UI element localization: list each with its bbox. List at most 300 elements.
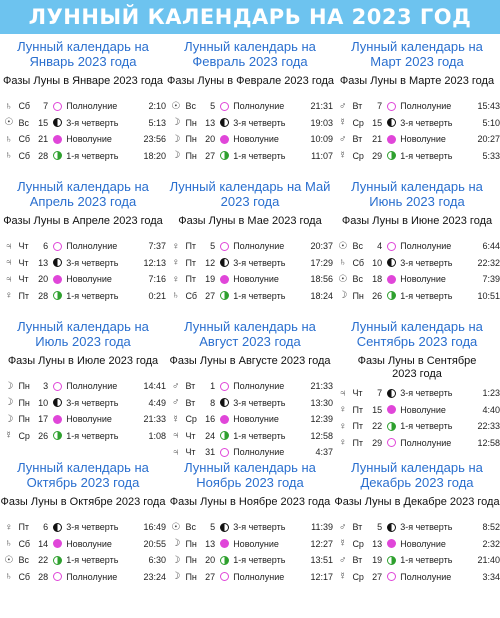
new-moon-icon	[53, 415, 62, 424]
phase-name: 3-я четверть	[400, 388, 453, 399]
phase-list	[167, 519, 333, 585]
phase-row	[334, 552, 500, 569]
phase-row	[334, 385, 500, 402]
phase-name: Новолуние	[66, 274, 112, 285]
phase-name: 1-я четверть	[233, 430, 286, 441]
phase-time: 12:39	[310, 414, 333, 425]
day-number: 10	[38, 397, 49, 408]
weekday-label: Ср	[352, 538, 364, 549]
phase-row	[334, 98, 500, 115]
day-number: 22	[38, 555, 49, 566]
weekday-label: Пт	[352, 404, 364, 415]
full-moon-icon	[387, 102, 396, 111]
planet-symbol-icon: ♄	[338, 257, 347, 269]
month-card	[334, 459, 500, 585]
month-subtitle: Фазы Луны в Ноябре 2023 года	[169, 496, 331, 508]
day-number: 27	[372, 571, 383, 582]
phase-time: 5:33	[482, 150, 500, 161]
phase-row	[167, 536, 333, 553]
phase-row	[0, 569, 166, 586]
month-title: Лунный календарь на Январь 2023 года	[17, 39, 149, 69]
phase-row	[334, 288, 500, 305]
phase-name: 3-я четверть	[233, 397, 286, 408]
planet-symbol-icon: ♀	[4, 521, 13, 533]
phase-time: 21:33	[310, 381, 333, 392]
full-moon-icon	[387, 242, 396, 251]
phase-row	[0, 536, 166, 553]
planet-symbol-icon: ☽	[4, 397, 14, 409]
phase-name: Новолуние	[66, 538, 112, 549]
day-number: 27	[205, 290, 216, 301]
phase-time: 5:13	[148, 117, 166, 128]
phase-time: 7:37	[148, 241, 166, 252]
month-title: Лунный календарь на Сентябрь 2023 года	[351, 319, 483, 349]
weekday-label: Вс	[185, 522, 196, 533]
phase-row	[0, 395, 166, 412]
phase-name: Новолуние	[66, 134, 112, 145]
planet-symbol-icon: ☽	[171, 117, 181, 129]
phase-row	[0, 238, 166, 255]
day-number: 18	[372, 274, 383, 285]
phase-time: 23:56	[143, 134, 166, 145]
weekday-label: Ср	[18, 430, 30, 441]
day-number: 5	[210, 101, 216, 112]
phase-time: 13:51	[310, 555, 333, 566]
weekday-label: Сб	[18, 538, 31, 549]
weekday-label: Вс	[352, 241, 363, 252]
day-number: 29	[372, 150, 383, 161]
phase-list	[0, 238, 166, 304]
day-number: 21	[38, 134, 49, 145]
day-number: 1	[210, 381, 216, 392]
month-subtitle: Фазы Луны в Марте 2023 года	[339, 75, 495, 87]
phase-row	[0, 288, 166, 305]
day-number: 6	[43, 522, 49, 533]
phase-row	[167, 411, 333, 428]
phase-row	[167, 98, 333, 115]
weekday-label: Пт	[185, 274, 197, 285]
full-moon-icon	[53, 382, 62, 391]
day-number: 28	[38, 290, 49, 301]
phase-row	[0, 411, 166, 428]
month-subtitle: Фазы Луны в Декабре 2023 года	[334, 496, 500, 508]
phase-name: Новолуние	[400, 538, 446, 549]
new-moon-icon	[53, 275, 62, 284]
phase-time: 3:34	[482, 571, 500, 582]
planet-symbol-icon: ♃	[338, 387, 347, 399]
phase-row	[334, 115, 500, 132]
full-moon-icon	[220, 572, 229, 581]
planet-symbol-icon: ☉	[4, 554, 14, 566]
third-quarter-icon	[53, 118, 62, 127]
month-subtitle: Фазы Луны в Июне 2023 года	[341, 215, 493, 227]
phase-list	[167, 238, 333, 304]
phase-row	[167, 131, 333, 148]
month-title: Лунный календарь на Март 2023 года	[351, 39, 483, 69]
phase-time: 20:27	[477, 134, 500, 145]
phase-time: 22:33	[477, 421, 500, 432]
planet-symbol-icon: ☽	[171, 150, 181, 162]
planet-symbol-icon: ☽	[4, 413, 14, 425]
month-title: Лунный календарь на Июнь 2023 года	[351, 179, 483, 209]
new-moon-icon	[387, 405, 396, 414]
phase-time: 12:13	[143, 257, 166, 268]
phase-row	[334, 435, 500, 452]
weekday-label: Сб	[185, 290, 198, 301]
weekday-label: Пн	[185, 117, 197, 128]
phase-name: Новолуние	[400, 404, 446, 415]
day-number: 20	[205, 555, 216, 566]
phase-time: 12:17	[310, 571, 333, 582]
first-quarter-icon	[220, 291, 229, 300]
day-number: 16	[205, 414, 216, 425]
phase-row	[167, 148, 333, 165]
weekday-label: Чт	[18, 241, 29, 252]
phase-row	[0, 271, 166, 288]
phase-name: Новолуние	[66, 414, 112, 425]
phase-time: 5:10	[482, 117, 500, 128]
phase-row	[167, 428, 333, 445]
third-quarter-icon	[220, 398, 229, 407]
weekday-label: Пт	[352, 437, 364, 448]
weekday-label: Вс	[185, 101, 196, 112]
phase-name: Полнолуние	[400, 101, 452, 112]
day-number: 27	[205, 150, 216, 161]
weekday-label: Чт	[185, 447, 196, 458]
phase-name: 3-я четверть	[233, 257, 286, 268]
day-number: 6	[43, 241, 49, 252]
planet-symbol-icon: ☉	[4, 117, 14, 129]
phase-name: 3-я четверть	[233, 522, 286, 533]
planet-symbol-icon: ☽	[171, 554, 181, 566]
weekday-label: Вс	[18, 117, 29, 128]
day-number: 7	[377, 388, 383, 399]
planet-symbol-icon: ♂	[171, 380, 180, 392]
day-number: 28	[38, 571, 49, 582]
phase-time: 4:49	[148, 397, 166, 408]
planet-symbol-icon: ♃	[171, 430, 180, 442]
phase-time: 17:29	[310, 257, 333, 268]
phase-list	[0, 519, 166, 585]
phase-time: 6:44	[482, 241, 500, 252]
phase-name: Новолуние	[400, 134, 446, 145]
month-title: Лунный календарь на Октябрь 2023 года	[17, 460, 149, 490]
month-title: Лунный календарь на Ноябрь 2023 года	[184, 460, 316, 490]
planet-symbol-icon: ♂	[338, 100, 347, 112]
phase-name: Полнолуние	[233, 381, 285, 392]
phase-name: 1-я четверть	[66, 290, 119, 301]
weekday-label: Ср	[352, 117, 364, 128]
month-subtitle: Фазы Луны в Июле 2023 года	[7, 355, 159, 367]
weekday-label: Чт	[18, 257, 29, 268]
phase-name: 1-я четверть	[400, 290, 453, 301]
phase-time: 12:58	[310, 430, 333, 441]
phase-name: Полнолуние	[66, 241, 118, 252]
planet-symbol-icon: ♄	[4, 150, 13, 162]
phase-time: 7:16	[148, 274, 166, 285]
phase-row	[0, 148, 166, 165]
weekday-label: Пт	[18, 522, 30, 533]
planet-symbol-icon: ♃	[4, 273, 13, 285]
month-card	[0, 318, 166, 444]
day-number: 15	[372, 117, 383, 128]
weekday-label: Ср	[352, 571, 364, 582]
phase-time: 8:52	[482, 522, 500, 533]
full-moon-icon	[220, 102, 229, 111]
weekday-label: Пн	[185, 571, 197, 582]
planet-symbol-icon: ☿	[171, 413, 180, 425]
month-subtitle: Фазы Луны в Январе 2023 года	[3, 75, 163, 87]
phase-list	[334, 519, 500, 585]
phase-name: 3-я четверть	[66, 522, 119, 533]
planet-symbol-icon: ☿	[4, 430, 13, 442]
phase-name: 1-я четверть	[66, 150, 119, 161]
phase-name: 1-я четверть	[233, 290, 286, 301]
month-subtitle: Фазы Луны в Мае 2023 года	[178, 215, 322, 227]
phase-name: 3-я четверть	[66, 117, 119, 128]
new-moon-icon	[53, 135, 62, 144]
first-quarter-icon	[53, 291, 62, 300]
day-number: 5	[210, 522, 216, 533]
phase-list	[167, 378, 333, 461]
phase-name: Новолуние	[233, 414, 279, 425]
phase-name: Полнолуние	[66, 381, 118, 392]
new-moon-icon	[220, 135, 229, 144]
phase-time: 21:33	[143, 414, 166, 425]
phase-row	[167, 569, 333, 586]
day-number: 31	[205, 447, 216, 458]
phase-row	[0, 428, 166, 445]
weekday-label: Чт	[185, 430, 196, 441]
phase-time: 4:40	[482, 404, 500, 415]
full-moon-icon	[220, 448, 229, 457]
planet-symbol-icon: ♄	[4, 538, 13, 550]
phase-row	[0, 255, 166, 272]
month-card	[167, 178, 333, 304]
month-card	[0, 38, 166, 164]
phase-time: 19:03	[310, 117, 333, 128]
phase-time: 12:58	[477, 437, 500, 448]
phase-row	[167, 519, 333, 536]
day-number: 21	[372, 134, 383, 145]
phase-time: 21:31	[310, 101, 333, 112]
planet-symbol-icon: ☽	[171, 538, 181, 550]
day-number: 13	[205, 538, 216, 549]
day-number: 19	[372, 555, 383, 566]
planet-symbol-icon: ☽	[4, 380, 14, 392]
full-moon-icon	[53, 572, 62, 581]
weekday-label: Пн	[18, 414, 30, 425]
phase-time: 18:56	[310, 274, 333, 285]
phase-name: Новолуние	[400, 274, 446, 285]
phase-name: Полнолуние	[66, 571, 118, 582]
page-title: ЛУННЫЙ КАЛЕНДАРЬ НА 2023 ГОД	[0, 0, 500, 34]
phase-time: 13:30	[310, 397, 333, 408]
phase-name: 3-я четверть	[66, 397, 119, 408]
day-number: 26	[38, 430, 49, 441]
weekday-label: Сб	[18, 571, 31, 582]
planet-symbol-icon: ☉	[171, 521, 181, 533]
phase-time: 23:24	[143, 571, 166, 582]
third-quarter-icon	[53, 258, 62, 267]
third-quarter-icon	[220, 523, 229, 532]
calendar-grid	[0, 34, 500, 618]
day-number: 3	[43, 381, 49, 392]
phase-name: Полнолуние	[233, 447, 285, 458]
phase-time: 1:08	[148, 430, 166, 441]
day-number: 20	[38, 274, 49, 285]
phase-name: Новолуние	[233, 134, 279, 145]
day-number: 24	[205, 430, 216, 441]
phase-name: Новолуние	[233, 274, 279, 285]
phase-list	[0, 378, 166, 444]
new-moon-icon	[387, 275, 396, 284]
phase-name: Полнолуние	[400, 437, 452, 448]
full-moon-icon	[53, 242, 62, 251]
phase-name: Полнолуние	[233, 101, 285, 112]
phase-name: 1-я четверть	[233, 555, 286, 566]
phase-row	[334, 131, 500, 148]
month-subtitle: Фазы Луны в Сентябре 2023 года	[357, 355, 477, 380]
weekday-label: Сб	[18, 150, 31, 161]
planet-symbol-icon: ♂	[338, 521, 347, 533]
day-number: 28	[38, 150, 49, 161]
month-card	[334, 178, 500, 304]
weekday-label: Пн	[18, 397, 30, 408]
weekday-label: Пн	[185, 555, 197, 566]
weekday-label: Чт	[18, 274, 29, 285]
phase-time: 4:37	[315, 447, 333, 458]
phase-row	[0, 519, 166, 536]
third-quarter-icon	[387, 118, 396, 127]
planet-symbol-icon: ♀	[171, 257, 180, 269]
phase-name: 1-я четверть	[400, 150, 453, 161]
phase-time: 2:10	[148, 101, 166, 112]
phase-name: 3-я четверть	[233, 117, 286, 128]
phase-time: 12:27	[310, 538, 333, 549]
phase-time: 21:40	[477, 555, 500, 566]
weekday-label: Сб	[352, 257, 365, 268]
phase-time: 14:41	[143, 381, 166, 392]
phase-name: 1-я четверть	[66, 555, 119, 566]
phase-row	[334, 255, 500, 272]
new-moon-icon	[220, 275, 229, 284]
month-subtitle: Фазы Луны в Октябре 2023 года	[0, 496, 166, 508]
weekday-label: Ср	[352, 150, 364, 161]
month-title: Лунный календарь на Декабрь 2023 года	[351, 460, 483, 490]
day-number: 19	[205, 274, 216, 285]
day-number: 10	[372, 257, 383, 268]
planet-symbol-icon: ☿	[338, 538, 347, 550]
month-card	[0, 178, 166, 304]
phase-time: 20:55	[143, 538, 166, 549]
phase-row	[334, 148, 500, 165]
full-moon-icon	[53, 102, 62, 111]
phase-time: 18:24	[310, 290, 333, 301]
day-number: 12	[205, 257, 216, 268]
weekday-label: Пт	[352, 421, 364, 432]
phase-row	[334, 271, 500, 288]
day-number: 22	[372, 421, 383, 432]
phase-name: 3-я четверть	[66, 257, 119, 268]
phase-row	[334, 402, 500, 419]
phase-name: Новолуние	[233, 538, 279, 549]
planet-symbol-icon: ♃	[4, 240, 13, 252]
first-quarter-icon	[53, 151, 62, 160]
new-moon-icon	[220, 415, 229, 424]
phase-list	[334, 238, 500, 304]
phase-row	[0, 115, 166, 132]
third-quarter-icon	[220, 118, 229, 127]
month-title: Лунный календарь на Июль 2023 года	[17, 319, 149, 349]
phase-name: Полнолуние	[400, 571, 452, 582]
phase-time: 7:39	[482, 274, 500, 285]
phase-time: 10:51	[477, 290, 500, 301]
first-quarter-icon	[220, 431, 229, 440]
planet-symbol-icon: ♀	[171, 273, 180, 285]
phase-time: 15:43	[477, 101, 500, 112]
month-card	[334, 318, 500, 451]
planet-symbol-icon: ♂	[338, 554, 347, 566]
month-card	[334, 38, 500, 164]
planet-symbol-icon: ♄	[4, 133, 13, 145]
phase-row	[167, 255, 333, 272]
planet-symbol-icon: ♀	[171, 240, 180, 252]
day-number: 15	[372, 404, 383, 415]
new-moon-icon	[387, 539, 396, 548]
day-number: 8	[210, 397, 216, 408]
phase-row	[334, 238, 500, 255]
phase-list	[334, 385, 500, 451]
new-moon-icon	[53, 539, 62, 548]
day-number: 29	[372, 437, 383, 448]
day-number: 20	[205, 134, 216, 145]
phase-time: 20:37	[310, 241, 333, 252]
month-title: Лунный календарь на Май 2023 года	[169, 179, 331, 209]
weekday-label: Вт	[352, 555, 363, 566]
phase-name: Полнолуние	[66, 101, 118, 112]
weekday-label: Вт	[185, 381, 196, 392]
phase-time: 11:07	[311, 150, 333, 161]
phase-row	[167, 115, 333, 132]
planet-symbol-icon: ♀	[338, 437, 347, 449]
phase-row	[167, 271, 333, 288]
full-moon-icon	[220, 382, 229, 391]
day-number: 5	[377, 522, 383, 533]
planet-symbol-icon: ♄	[4, 571, 13, 583]
weekday-label: Пн	[352, 290, 364, 301]
phase-row	[334, 519, 500, 536]
day-number: 13	[205, 117, 216, 128]
weekday-label: Сб	[18, 134, 31, 145]
month-title: Лунный календарь на Август 2023 года	[184, 319, 316, 349]
weekday-label: Пт	[18, 290, 30, 301]
phase-name: Полнолуние	[400, 241, 452, 252]
weekday-label: Сб	[18, 101, 31, 112]
day-number: 4	[377, 241, 383, 252]
third-quarter-icon	[53, 523, 62, 532]
phase-row	[334, 569, 500, 586]
phase-time: 6:30	[148, 555, 166, 566]
first-quarter-icon	[53, 431, 62, 440]
phase-name: 1-я четверть	[400, 421, 453, 432]
month-card	[0, 459, 166, 585]
weekday-label: Вт	[352, 101, 363, 112]
first-quarter-icon	[53, 556, 62, 565]
weekday-label: Пт	[185, 257, 197, 268]
day-number: 7	[43, 101, 49, 112]
phase-time: 18:20	[143, 150, 166, 161]
